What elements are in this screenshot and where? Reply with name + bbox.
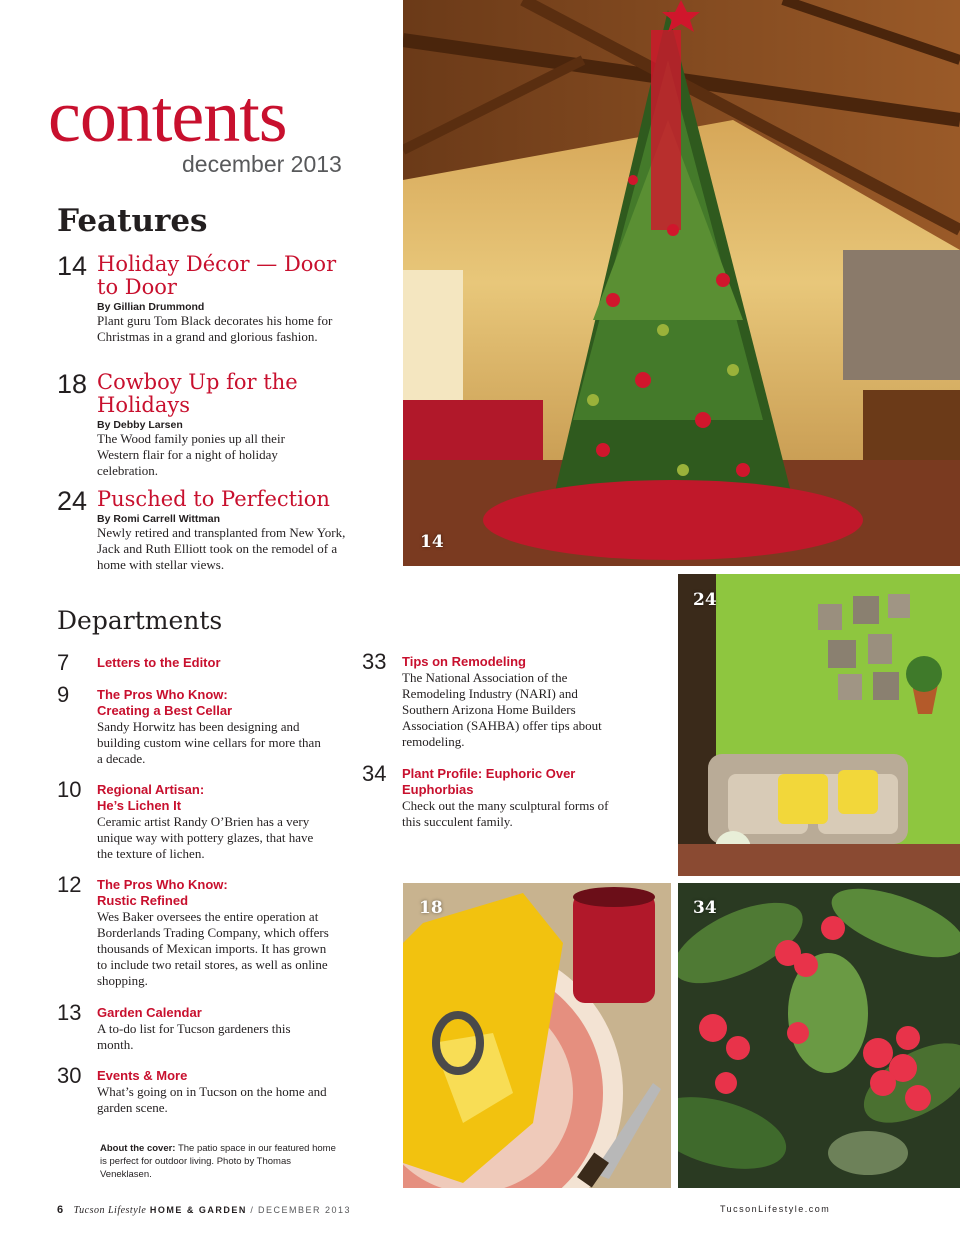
cover-note-label: About the cover: — [100, 1143, 176, 1154]
photo-page-label: 34 — [693, 898, 717, 918]
photo-page-label: 14 — [420, 532, 444, 552]
department-title[interactable]: Events & More — [97, 1068, 188, 1083]
department-page-number: 10 — [57, 777, 82, 802]
department-item[interactable] — [57, 872, 329, 989]
footer-section: HOME & GARDEN — [149, 1205, 247, 1215]
department-description: Sandy Horwitz has been designing and building custom wine cellars for more than a decade. — [97, 719, 321, 766]
feature-byline: By Romi Carrell Wittman — [97, 513, 221, 525]
departments-heading: Departments — [57, 606, 223, 635]
department-item[interactable] — [57, 777, 327, 862]
photo-page-label: 18 — [419, 898, 443, 918]
department-item[interactable] — [57, 1000, 327, 1053]
masthead-title: contents — [48, 76, 287, 158]
feature-description: The Wood family ponies up all their Western flair for a night of holiday celebration. — [97, 431, 285, 478]
feature-title[interactable]: Pusched to Perfection — [97, 487, 330, 511]
department-page-number: 7 — [57, 650, 70, 675]
masthead-date: december 2013 — [182, 151, 342, 177]
christmas-tree-photo[interactable] — [403, 0, 960, 566]
feature-byline: By Debby Larsen — [97, 419, 183, 431]
department-title[interactable]: The Pros Who Know: Creating a Best Cellar — [97, 687, 233, 718]
feature-byline: By Gillian Drummond — [97, 301, 205, 313]
department-description: The National Association of the Remodeling Industry (NARI) and Southern Arizona Home Builders Association (SAHBA) offer tips about remodeling. — [402, 670, 602, 749]
department-page-number: 12 — [57, 872, 82, 897]
feature-page-number: 18 — [57, 369, 88, 399]
footer-brand: Tucson Lifestyle — [73, 1205, 147, 1216]
department-page-number: 33 — [362, 649, 387, 674]
footer-website-link[interactable]: TucsonLifestyle.com — [720, 1204, 831, 1214]
department-item[interactable] — [362, 649, 632, 750]
feature-description: Newly retired and transplanted from New York, Jack and Ruth Elliott took on the remodel of a home with stellar views. — [97, 525, 346, 572]
footer-page-number: 6 — [57, 1204, 65, 1216]
feature-item[interactable] — [57, 371, 357, 479]
euphorbia-flowers-image — [678, 883, 960, 1188]
footer-folio — [57, 1204, 351, 1216]
features-heading: Features — [57, 203, 208, 239]
cover-note — [100, 1142, 340, 1181]
department-page-number: 30 — [57, 1063, 82, 1088]
department-page-number: 9 — [57, 682, 70, 707]
feature-page-number: 24 — [57, 486, 88, 516]
footer-issue: DECEMBER 2013 — [257, 1205, 351, 1215]
department-description: Check out the many sculptural forms of this succulent family. — [402, 798, 609, 829]
feature-page-number: 14 — [57, 251, 88, 281]
department-title[interactable]: Plant Profile: Euphoric Over Euphorbias — [402, 766, 576, 797]
department-item[interactable] — [362, 761, 632, 830]
feature-item[interactable] — [57, 488, 357, 573]
table-setting-image — [403, 883, 671, 1188]
department-item[interactable] — [57, 682, 327, 767]
christmas-tree-image — [403, 0, 960, 566]
feature-item[interactable] — [57, 253, 357, 345]
department-title[interactable]: Tips on Remodeling — [402, 654, 526, 669]
department-page-number: 34 — [362, 761, 387, 786]
table-setting-photo[interactable] — [403, 883, 671, 1188]
department-title[interactable]: Garden Calendar — [97, 1005, 202, 1020]
feature-title[interactable]: Holiday Décor — Door to Door — [97, 252, 337, 299]
department-description: Wes Baker oversees the entire operation at Borderlands Trading Company, which offers thousands of Mexican imports. It has grown to include two retail stores, as well as online shopping. — [97, 909, 329, 988]
department-title[interactable]: The Pros Who Know: Rustic Refined — [97, 877, 228, 908]
department-title[interactable]: Regional Artisan: He’s Lichen It — [97, 782, 205, 813]
feature-description: Plant guru Tom Black decorates his home for Christmas in a grand and glorious fashion. — [97, 313, 333, 344]
department-description: What’s going on in Tucson on the home and garden scene. — [97, 1084, 327, 1115]
department-page-number: 13 — [57, 1000, 82, 1025]
department-description: A to-do list for Tucson gardeners this month. — [97, 1021, 291, 1052]
euphorbia-flowers-photo[interactable] — [678, 883, 960, 1188]
patio-photo[interactable] — [678, 574, 960, 876]
footer-separator: / — [250, 1205, 255, 1215]
feature-title[interactable]: Cowboy Up for the Holidays — [97, 370, 298, 417]
photo-page-label: 24 — [693, 590, 717, 610]
department-item[interactable] — [57, 650, 327, 675]
department-item[interactable] — [57, 1063, 327, 1116]
department-title[interactable]: Letters to the Editor — [97, 655, 221, 670]
patio-image — [678, 574, 960, 876]
department-description: Ceramic artist Randy O’Brien has a very unique way with pottery glazes, that have the texture of lichen. — [97, 814, 314, 861]
cover-note-text: The patio space in our featured home is perfect for outdoor living. Photo by Thomas Veneklasen. — [100, 1143, 336, 1180]
